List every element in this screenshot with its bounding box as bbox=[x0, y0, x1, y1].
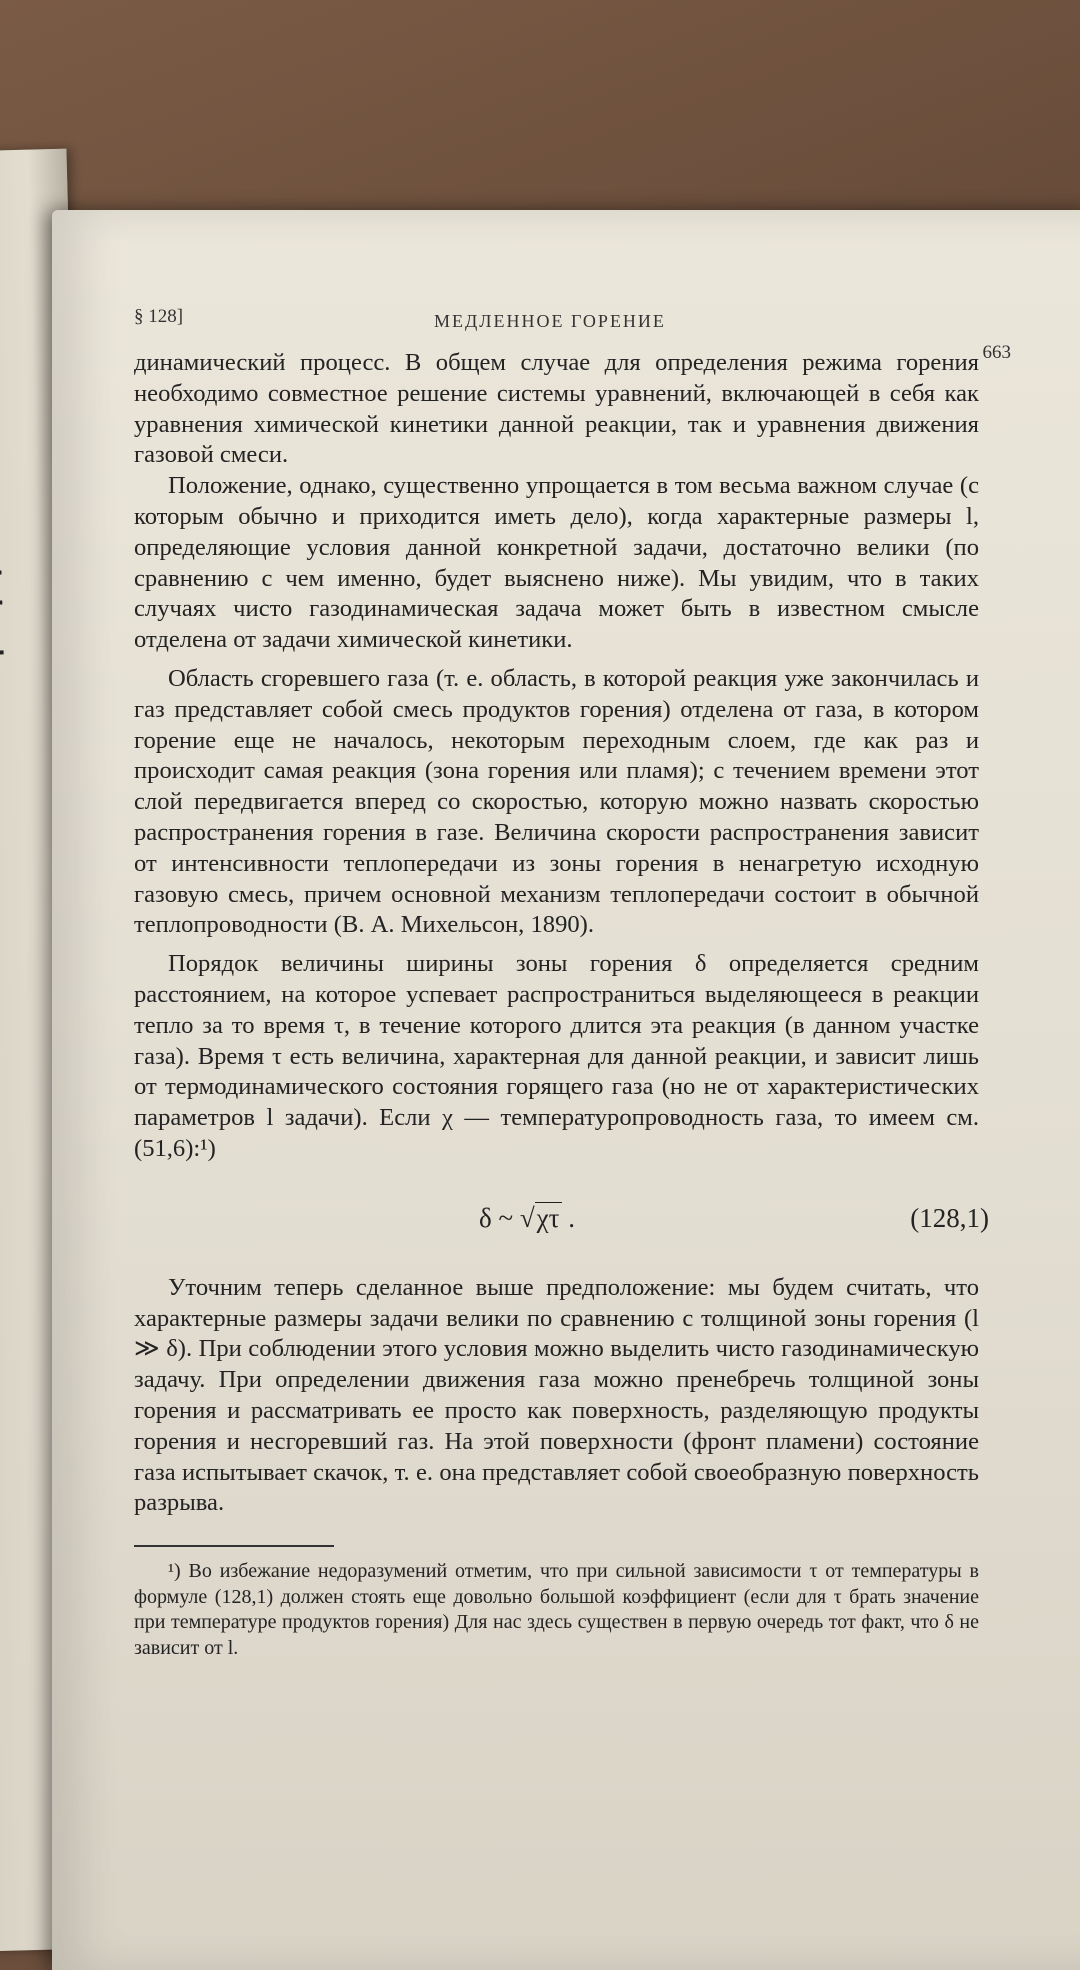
facing-page-mark bbox=[0, 570, 2, 574]
radicand: χτ bbox=[536, 1202, 560, 1233]
equation-number: (128,1) bbox=[910, 1202, 989, 1233]
footnote-text: ¹) Во избежание недоразумений отметим, что при сильной зависимости τ от температуры в формуле (128,1) должен стоять еще довольно большой коэффициент (если для τ брать значение при температуре продуктов горения) Для нас здесь существен в первую очередь тот факт, что δ не зависит от l. bbox=[134, 1560, 979, 1659]
book-page bbox=[52, 210, 1080, 1970]
body-text bbox=[134, 1273, 979, 1519]
footnote bbox=[134, 1559, 979, 1661]
page-content bbox=[134, 298, 1011, 1661]
paragraph: Область сгоревшего газа (т. е. область, в которой реакция уже закончилась и газ представляет собой смесь продуктов горения) отделена от газа, в котором горение еще не началось, некоторым переходным слоем, где как раз и происходит самая реакция (зона горения или пламя); с течением времени этот слой передвигается вперед со скоростью, которую можно назвать скоростью распространения горения в газе. Величина скорости распространения зависит от интенсивности теплопередачи из зоны горения в ненагретую исходную газовую смесь, причем основной механизм теплопередачи состоит в обычной теплопроводности (В. А. Михельсон, 1890). bbox=[134, 664, 979, 939]
paragraph: Уточним теперь сделанное выше предположение: мы будем считать, что характерные размеры задачи велики по сравнению с толщиной зоны горения (l ≫ δ). При соблюдении этого условия можно выделить чисто газодинамическую задачу. При определении движения газа можно пренебречь толщиной зоны горения и рассматривать ее просто как поверхность, разделяющую продукты горения и несгоревший газ. На этой поверхности (фронт пламени) состояние газа испытывает скачок, т. е. она представляет собой своеобразную поверхность разрыва. bbox=[134, 1273, 979, 1517]
page-number: 663 bbox=[982, 342, 1011, 363]
footnote-rule bbox=[134, 1545, 334, 1547]
facing-page-mark bbox=[0, 600, 2, 604]
equation-128-1 bbox=[134, 1183, 989, 1255]
paragraph: динамический процесс. В общем случае для определения режима горения необходимо совместное решение системы уравнений, включающей в себя как уравнения химической кинетики данной реакции, так и уравнения движения газовой смеси. bbox=[134, 349, 979, 469]
body-text bbox=[134, 348, 979, 1165]
section-marker: § 128] bbox=[134, 306, 184, 327]
paragraph: Порядок величины ширины зоны горения δ определяется средним расстоянием, на которое успевает распространиться выделяющееся в реакции тепло за то время τ, в течение которого длится эта реакция (в данном участке газа). Время τ есть величина, характерная для данной реакции, и зависит лишь от термодинамического состояния горящего газа (но не от характеристических параметров l задачи). Если χ — температуропроводность газа, то имеем см. (51,6):¹) bbox=[134, 950, 979, 1162]
radical-sign: √ bbox=[519, 1202, 535, 1233]
facing-page-mark bbox=[0, 650, 4, 654]
formula-trail: . bbox=[561, 1202, 576, 1233]
running-header bbox=[134, 298, 1011, 363]
running-title: МЕДЛЕННОЕ ГОРЕНИЕ bbox=[434, 311, 666, 331]
formula-lhs: δ ~ bbox=[479, 1202, 520, 1233]
paragraph: Положение, однако, существенно упрощается в том весьма важном случае (с которым обычно и приходится иметь дело), когда характерные размеры l, определяющие условия данной конкретной задачи, достаточно велики (по сравнению с чем именно, будет выяснено ниже). Мы увидим, что в таких случаях чисто газодинамическая задача может быть в известном смысле отделена от задачи химической кинетики. bbox=[134, 472, 979, 654]
formula bbox=[479, 1203, 575, 1234]
